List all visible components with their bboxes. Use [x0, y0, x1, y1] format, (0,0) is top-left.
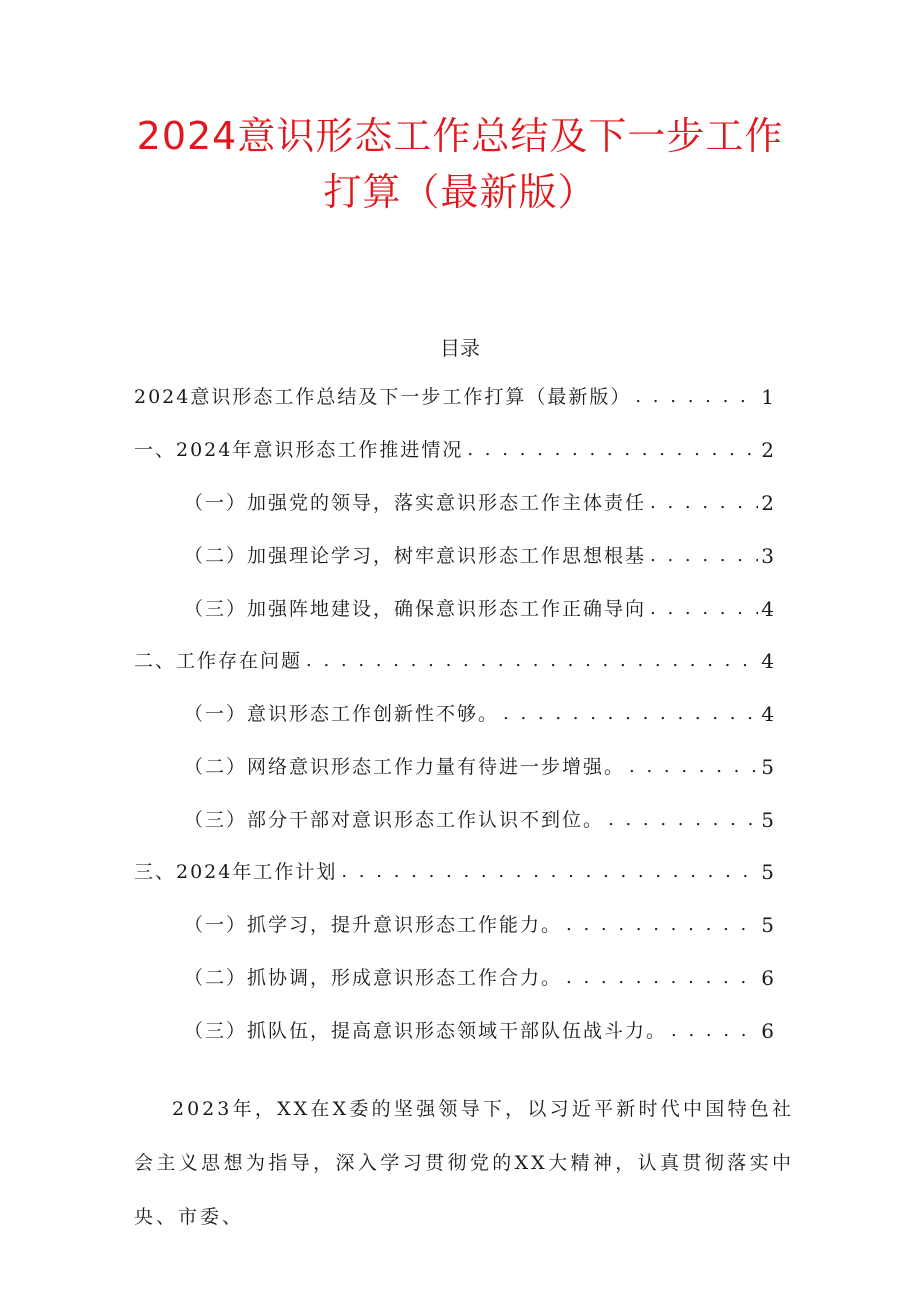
document-title-line-1: 2024意识形态工作总结及下一步工作	[136, 114, 784, 158]
toc-dot-leader	[650, 596, 758, 622]
toc-dot-leader	[650, 490, 758, 516]
toc-dot-leader	[566, 965, 758, 991]
toc-page-number: 4	[761, 702, 774, 726]
toc-dot-leader	[566, 912, 758, 938]
toc-entry[interactable]	[184, 596, 774, 622]
toc-entry-text: 2024意识形态工作总结及下一步工作打算（最新版）	[134, 386, 632, 408]
toc-entry-text: （二）加强理论学习，树牢意识形态工作思想根基	[184, 545, 647, 567]
toc-heading: 目录	[440, 336, 480, 360]
body-paragraph: 2023年，XX在X委的坚强领导下，以习近平新时代中国特色社会主义思想为指导，深入学习贯彻党的XX大精神，认真贯彻落实中央、市委、	[134, 1098, 794, 1228]
toc-entry-text: 一、2024年意识形态工作推进情况	[134, 439, 464, 461]
toc-dot-leader	[629, 754, 758, 780]
toc-page-number: 2	[761, 491, 774, 515]
toc-dot-leader	[608, 807, 758, 833]
toc-entry[interactable]	[184, 701, 774, 727]
toc-page-number: 5	[761, 913, 774, 937]
toc-entry-text: （一）加强党的领导，落实意识形态工作主体责任	[184, 492, 647, 514]
toc-entry-text: （三）抓队伍，提高意识形态领域干部队伍战斗力。	[184, 1020, 668, 1042]
toc-page-number: 6	[761, 1019, 774, 1043]
toc-dot-leader	[503, 701, 758, 727]
toc-entry-text: 三、2024年工作计划	[134, 861, 338, 883]
toc-entry-text: （三）部分干部对意识形态工作认识不到位。	[184, 809, 605, 831]
toc-dot-leader	[635, 384, 758, 410]
toc-entry[interactable]	[184, 490, 774, 516]
toc-entry[interactable]	[184, 1018, 774, 1044]
toc-dot-leader	[341, 859, 758, 885]
toc-entry[interactable]	[184, 965, 774, 991]
toc-page-number: 4	[761, 597, 774, 621]
toc-dot-leader	[306, 648, 758, 674]
toc-entry[interactable]	[184, 807, 774, 833]
toc-page-number: 5	[761, 808, 774, 832]
toc-entry[interactable]	[184, 754, 774, 780]
toc-page-number: 1	[761, 385, 774, 409]
toc-entry[interactable]	[134, 859, 774, 885]
toc-entry[interactable]	[184, 543, 774, 569]
toc-entry[interactable]	[134, 648, 774, 674]
toc-entry-text: （三）加强阵地建设，确保意识形态工作正确导向	[184, 598, 647, 620]
toc-entry[interactable]	[184, 912, 774, 938]
toc-page-number: 2	[761, 438, 774, 462]
toc-dot-leader	[650, 543, 758, 569]
toc-page-number: 6	[761, 966, 774, 990]
toc-entry-text: （二）抓协调，形成意识形态工作合力。	[184, 967, 563, 989]
toc-page-number: 5	[761, 860, 774, 884]
toc-dot-leader	[671, 1018, 758, 1044]
toc-entry[interactable]	[134, 384, 774, 410]
toc-entry[interactable]	[134, 437, 774, 463]
toc-page-number: 5	[761, 755, 774, 779]
toc-entry-text: 二、工作存在问题	[134, 650, 303, 672]
document-title-line-2: 打算（最新版）	[323, 170, 597, 214]
toc-entry-text: （一）抓学习，提升意识形态工作能力。	[184, 914, 563, 936]
toc-dot-leader	[467, 437, 758, 463]
toc-entry-text: （二）网络意识形态工作力量有待进一步增强。	[184, 756, 626, 778]
toc-page-number: 4	[761, 649, 774, 673]
toc-page-number: 3	[761, 544, 774, 568]
toc-entry-text: （一）意识形态工作创新性不够。	[184, 703, 500, 725]
